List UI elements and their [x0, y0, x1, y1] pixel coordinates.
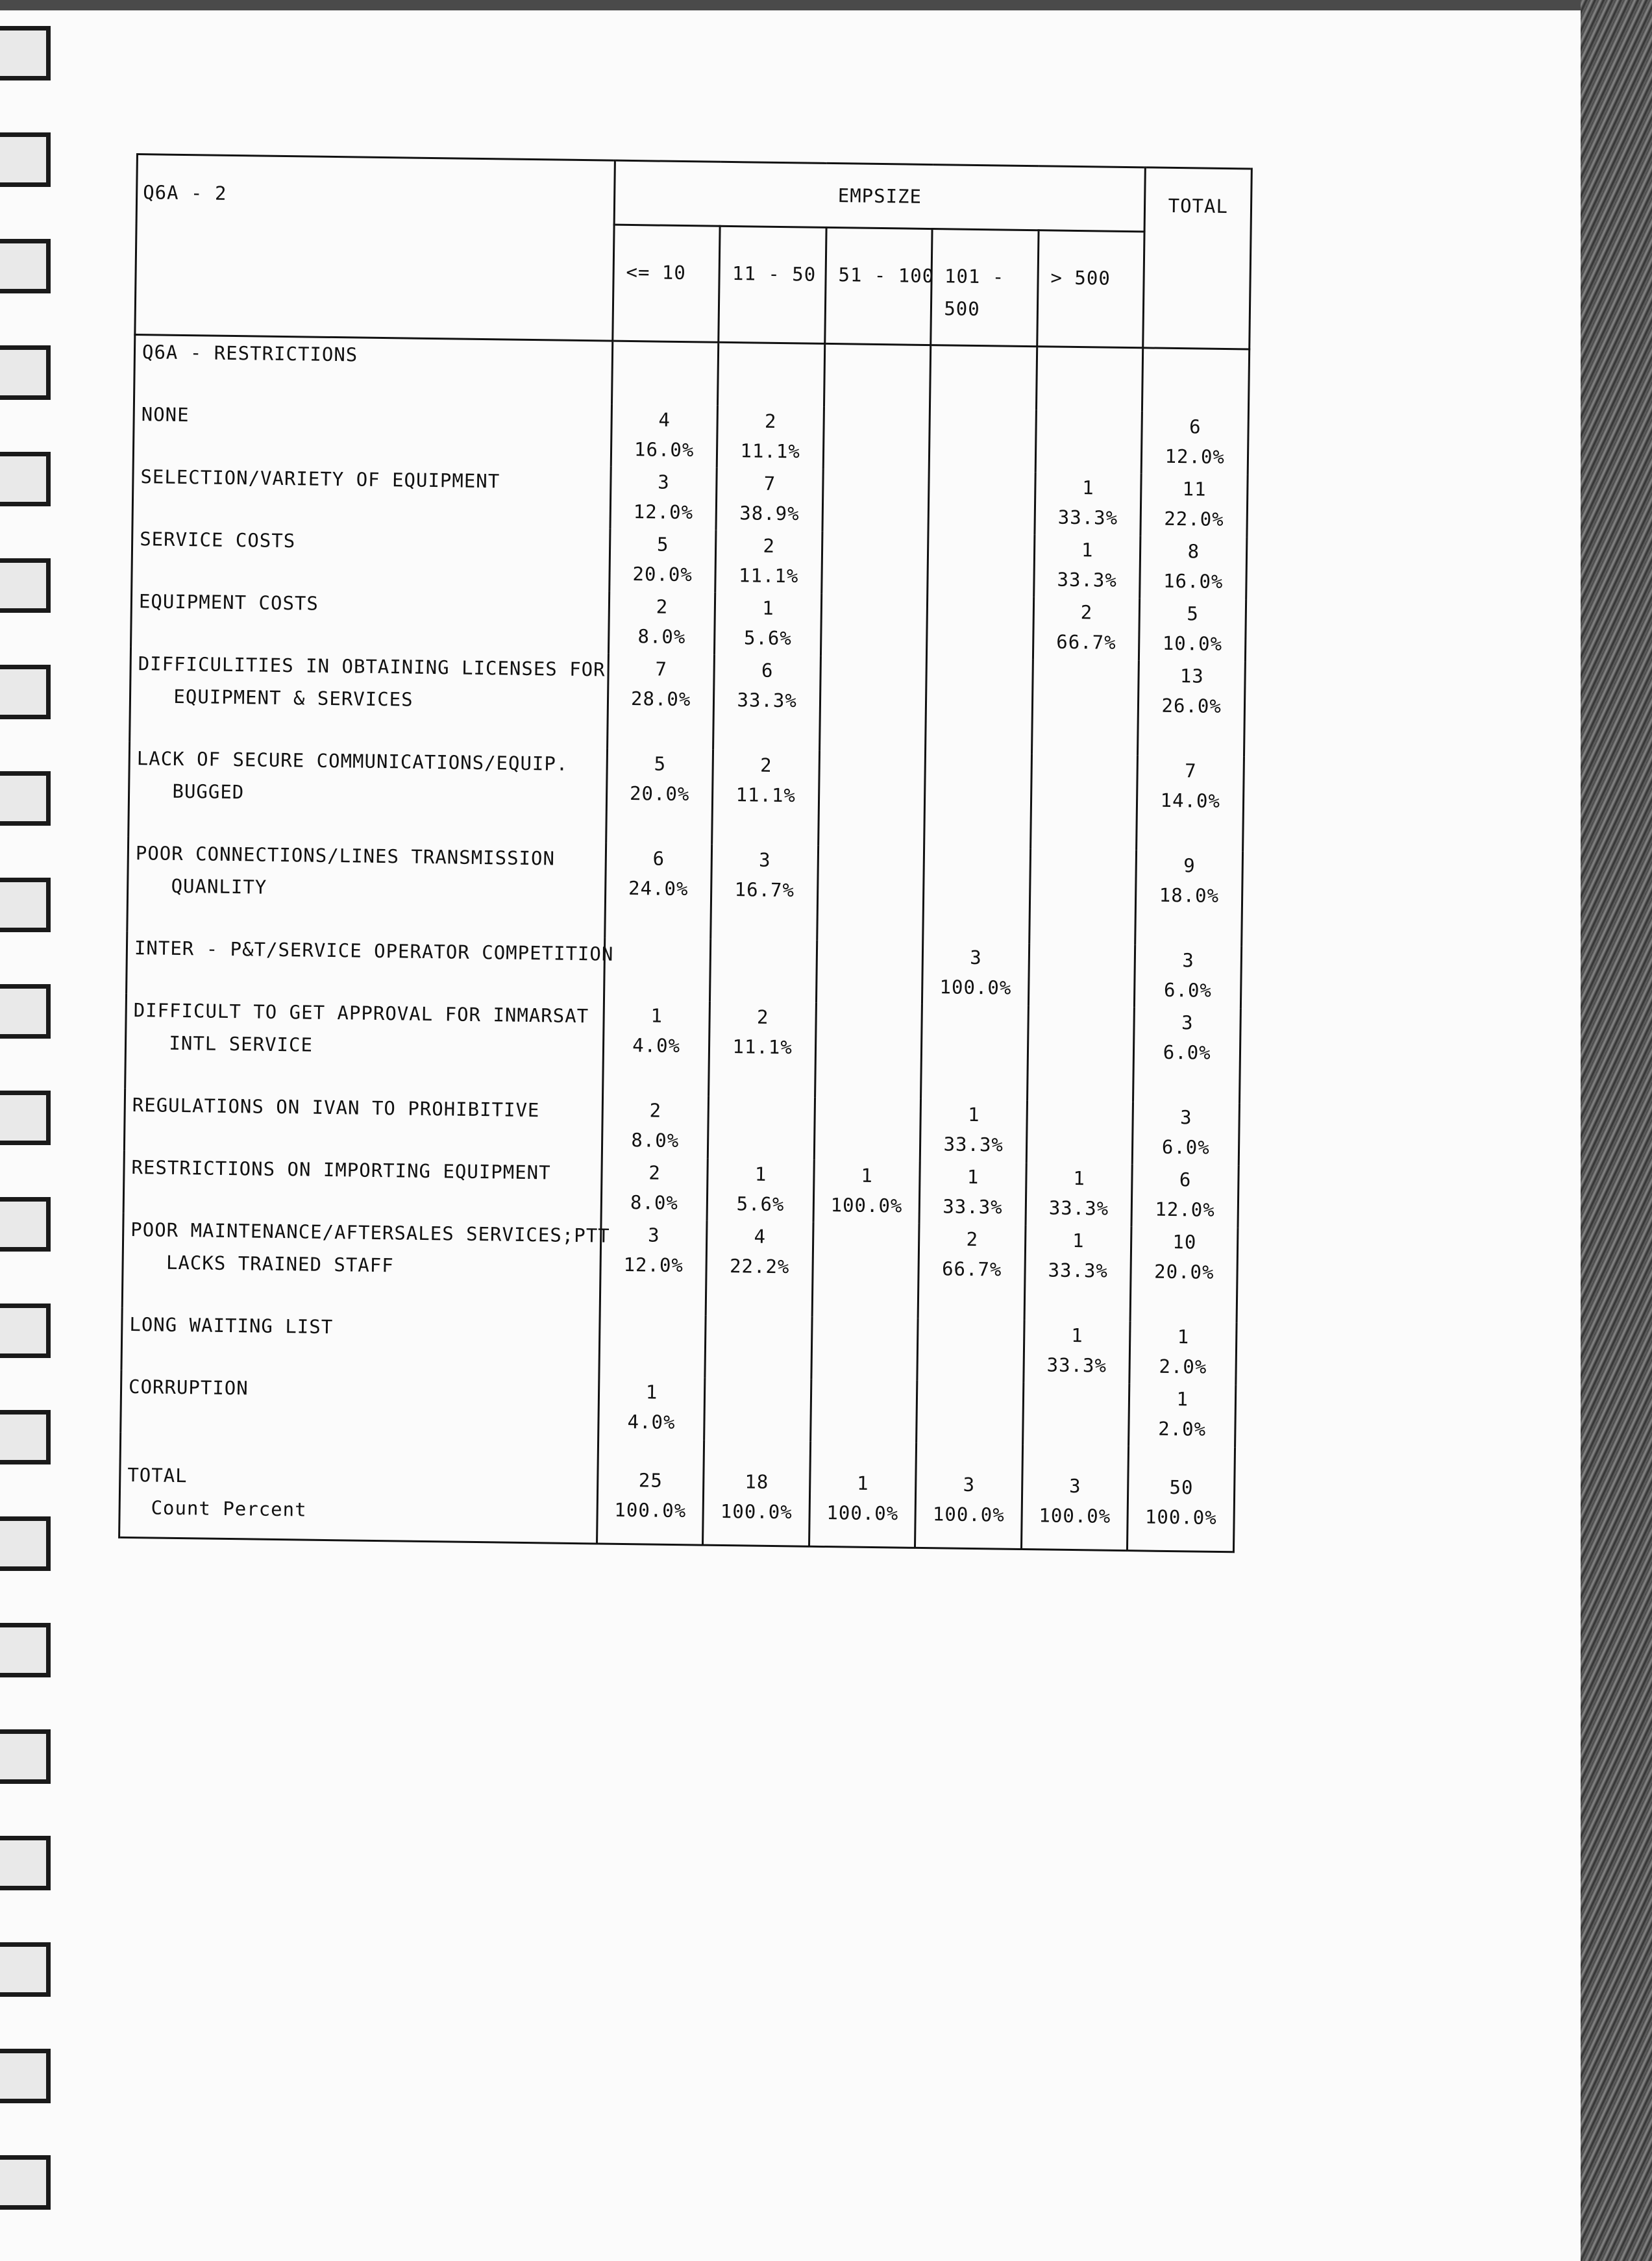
- data-cell: [716, 468, 823, 532]
- cell-percent: 100.0%: [939, 976, 1012, 999]
- cell-count: 8: [1187, 540, 1200, 563]
- data-cell: [1129, 1383, 1236, 1447]
- cell-percent: 6.0%: [1163, 1041, 1211, 1064]
- cell-percent: 33.3%: [1046, 1353, 1107, 1377]
- cell-percent: 11.1%: [738, 564, 799, 587]
- data-cell: [605, 843, 712, 939]
- data-cell: [715, 593, 822, 656]
- cell-percent: 10.0%: [1162, 632, 1223, 655]
- cell-count: 6: [1179, 1168, 1192, 1191]
- cell-count: [1029, 1006, 1133, 1037]
- cell-percent: 24.0%: [628, 877, 689, 900]
- column-header: 11 - 50: [719, 226, 826, 343]
- cell-count: [817, 1003, 921, 1034]
- data-cell: [1031, 659, 1139, 755]
- data-cell: [713, 655, 820, 751]
- cell-count: 1: [1177, 1326, 1190, 1348]
- cell-count: 1: [754, 1163, 767, 1185]
- cell-percent: 100.0%: [1039, 1504, 1111, 1527]
- cell-count: 6: [652, 847, 665, 870]
- row-label: POOR MAINTENANCE/AFTERSALES SERVICES;PTT LACKS TRAINED STAFF: [122, 1213, 601, 1315]
- spiral-ring: [0, 665, 51, 719]
- cell-percent: 22.0%: [1164, 507, 1224, 530]
- cell-count: [1031, 848, 1135, 880]
- spiral-ring: [0, 984, 51, 1039]
- data-cell: [705, 1316, 812, 1379]
- data-cell: [924, 752, 1031, 848]
- data-cell: [1021, 1444, 1129, 1551]
- cell-count: 3: [1181, 1011, 1194, 1034]
- data-cell: [717, 406, 824, 469]
- cell-count: 3: [758, 848, 771, 871]
- cell-count: 11: [1182, 478, 1207, 500]
- data-cell: [1138, 660, 1245, 756]
- row-label: DIFFICULITIES IN OBTAINING LICENSES FOR EQUIPMENT & SERVICES: [130, 647, 609, 748]
- cell-percent: 18.0%: [1159, 883, 1220, 907]
- column-header: 101 - 500: [931, 229, 1039, 347]
- cell-count: 1: [650, 1004, 663, 1027]
- cell-count: 13: [1179, 665, 1204, 687]
- spiral-ring: [0, 1410, 51, 1464]
- data-cell: [1029, 848, 1137, 945]
- data-cell: [818, 751, 925, 847]
- data-cell: [1033, 597, 1140, 660]
- spiral-ring: [0, 1091, 51, 1145]
- data-cell: [1035, 410, 1142, 473]
- cell-count: [605, 938, 709, 969]
- cell-count: [711, 939, 816, 970]
- data-cell: [1131, 1226, 1238, 1322]
- data-cell: [602, 1000, 709, 1096]
- cell-count: [815, 1098, 920, 1129]
- cell-percent: 2.0%: [1159, 1355, 1207, 1378]
- cell-count: 5: [654, 752, 667, 775]
- data-cell: [1027, 1006, 1134, 1102]
- cell-count: 2: [763, 534, 776, 557]
- data-cell: [607, 654, 714, 750]
- column-header: <= 10: [613, 225, 721, 342]
- cell-count: [813, 1317, 917, 1348]
- data-cell: [711, 845, 818, 941]
- data-cell: [926, 658, 1033, 754]
- cell-count: [926, 752, 1031, 784]
- empty-cell: [611, 341, 719, 406]
- data-cell: [915, 1443, 1023, 1550]
- data-cell: [811, 1317, 918, 1381]
- data-cell: [606, 748, 713, 845]
- cell-count: 1: [967, 1165, 980, 1189]
- spiral-ring: [0, 1303, 51, 1358]
- data-cell: [610, 467, 717, 530]
- cell-percent: 8.0%: [631, 1129, 680, 1152]
- cell-count: 1: [1176, 1388, 1189, 1411]
- cell-count: 1: [1081, 539, 1094, 562]
- empty-cell: [1036, 347, 1143, 412]
- cell-percent: 4.0%: [627, 1411, 676, 1434]
- spiral-ring: [0, 1623, 51, 1677]
- data-cell: [708, 1096, 815, 1160]
- cell-count: 7: [763, 472, 776, 495]
- data-cell: [1035, 472, 1142, 536]
- cell-count: 1: [1072, 1229, 1085, 1252]
- cell-count: [928, 595, 1033, 626]
- spiral-ring: [0, 452, 51, 506]
- table-row: [125, 994, 1241, 1103]
- cell-count: 18: [745, 1470, 769, 1493]
- cell-percent: 33.3%: [1057, 568, 1118, 591]
- data-cell: [601, 1157, 708, 1221]
- cell-percent: 38.9%: [739, 502, 800, 525]
- data-cell: [610, 529, 717, 593]
- cell-count: 1: [861, 1164, 874, 1187]
- data-cell: [822, 532, 929, 595]
- cell-percent: 4.0%: [632, 1034, 681, 1057]
- data-cell: [608, 591, 715, 655]
- cell-count: 1: [762, 597, 774, 619]
- data-cell: [599, 1314, 706, 1378]
- cell-count: [918, 1381, 1022, 1412]
- cell-percent: 8.0%: [637, 625, 686, 649]
- total-row-label: TOTAL Count Percent: [119, 1433, 598, 1544]
- cell-percent: 14.0%: [1160, 789, 1221, 812]
- cell-count: 9: [1183, 854, 1196, 877]
- cell-count: [817, 941, 922, 972]
- spiral-ring: [0, 558, 51, 613]
- cell-count: 2: [764, 410, 777, 432]
- cell-count: 5: [1187, 602, 1200, 625]
- data-cell: [1034, 534, 1141, 598]
- data-cell: [822, 469, 930, 533]
- section-label: Q6A - RESTRICTIONS: [134, 334, 613, 404]
- cell-percent: 33.3%: [943, 1195, 1003, 1218]
- spiral-ring: [0, 771, 51, 826]
- spiral-ring: [0, 1516, 51, 1571]
- data-cell: [1137, 755, 1244, 851]
- spiral-ring: [0, 132, 51, 187]
- cell-percent: 33.3%: [1057, 506, 1118, 529]
- cell-count: 10: [1172, 1231, 1197, 1254]
- data-cell: [1135, 945, 1242, 1008]
- table-row: [130, 647, 1246, 756]
- row-label: DIFFICULT TO GET APPROVAL FOR INMARSAT INTL SERVICE: [125, 994, 604, 1095]
- cell-percent: 100.0%: [614, 1498, 687, 1522]
- data-cell: [1028, 943, 1135, 1007]
- cell-count: 4: [754, 1225, 767, 1248]
- cell-count: 1: [1082, 476, 1094, 499]
- cell-percent: 11.1%: [732, 1035, 793, 1059]
- cell-percent: 22.2%: [729, 1255, 790, 1278]
- data-cell: [712, 750, 819, 846]
- spiral-ring: [0, 26, 51, 80]
- cell-percent: 26.0%: [1161, 694, 1222, 717]
- cell-count: [821, 656, 926, 687]
- cell-count: [706, 1316, 811, 1347]
- data-cell: [707, 1159, 814, 1222]
- data-cell: [927, 595, 1034, 659]
- cell-percent: 33.3%: [737, 689, 798, 712]
- cell-count: [925, 847, 1029, 878]
- cell-count: 6: [1189, 415, 1202, 438]
- cell-count: 2: [1080, 601, 1093, 624]
- cell-count: [600, 1315, 705, 1346]
- cell-count: 1: [645, 1381, 658, 1403]
- data-cell: [715, 530, 822, 594]
- cell-count: [930, 471, 1034, 502]
- data-cell: [1024, 1320, 1131, 1383]
- data-cell: [1131, 1164, 1239, 1228]
- cell-percent: 16.0%: [1163, 569, 1224, 593]
- data-cell: [1135, 850, 1242, 946]
- cell-percent: 12.0%: [1165, 445, 1226, 468]
- table-row: [122, 1213, 1238, 1322]
- cell-count: [1037, 410, 1141, 441]
- empty-cell: [718, 342, 825, 407]
- cell-percent: 100.0%: [830, 1194, 903, 1217]
- cell-percent: 6.0%: [1161, 1135, 1210, 1159]
- cell-count: 1: [1070, 1324, 1083, 1347]
- cell-count: 50: [1169, 1476, 1194, 1499]
- cell-count: 2: [756, 1006, 769, 1028]
- data-cell: [1022, 1382, 1129, 1446]
- data-cell: [823, 407, 930, 471]
- cell-percent: 11.1%: [735, 784, 796, 807]
- data-cell: [1129, 1321, 1237, 1385]
- spiral-ring: [0, 1942, 51, 1997]
- table-row: [129, 742, 1244, 851]
- cell-percent: 2.0%: [1157, 1417, 1207, 1440]
- data-cell: [1026, 1100, 1133, 1164]
- page-top-edge: [0, 0, 1652, 10]
- cell-percent: 20.0%: [1153, 1260, 1214, 1283]
- row-label: INTER - P&T/SERVICE OPERATOR COMPETITION: [127, 932, 605, 1000]
- data-cell: [815, 1003, 922, 1099]
- cell-count: [706, 1378, 810, 1409]
- data-cell: [920, 1099, 1028, 1163]
- data-cell: [703, 1440, 811, 1547]
- column-header: > 500: [1037, 230, 1145, 348]
- spiral-ring: [0, 1729, 51, 1784]
- cell-percent: 28.0%: [630, 687, 691, 711]
- data-cell: [704, 1378, 811, 1442]
- cell-count: 1: [967, 1103, 980, 1126]
- cell-count: [929, 533, 1033, 564]
- cell-count: [1033, 659, 1138, 690]
- page-right-edge: [1581, 0, 1652, 2261]
- cell-count: 1: [856, 1472, 869, 1494]
- cell-count: [1029, 943, 1134, 974]
- spiral-ring: [0, 345, 51, 400]
- cell-count: [928, 658, 1032, 689]
- data-cell: [1140, 536, 1247, 599]
- cell-count: [923, 1004, 1028, 1035]
- cell-count: [812, 1379, 917, 1411]
- cell-count: 3: [1179, 1106, 1192, 1129]
- data-cell: [813, 1160, 920, 1224]
- cell-count: [824, 469, 928, 500]
- cell-count: 2: [648, 1161, 661, 1184]
- cell-count: 2: [649, 1099, 662, 1122]
- data-cell: [812, 1222, 919, 1318]
- cell-count: 5: [656, 533, 669, 556]
- cell-percent: 16.7%: [734, 878, 795, 902]
- empty-cell: [824, 343, 931, 408]
- cell-count: 3: [963, 1473, 976, 1496]
- cell-count: [820, 751, 924, 782]
- crosstab-table: [118, 153, 1253, 1553]
- cell-count: 4: [658, 408, 671, 431]
- data-cell: [928, 471, 1035, 534]
- cell-percent: 66.7%: [941, 1257, 1002, 1281]
- cell-percent: 100.0%: [826, 1501, 899, 1525]
- data-cell: [928, 533, 1035, 597]
- cell-percent: 12.0%: [1155, 1198, 1215, 1221]
- data-cell: [1024, 1225, 1131, 1321]
- data-cell: [1128, 1446, 1235, 1552]
- cell-count: 6: [761, 659, 774, 682]
- cell-percent: 33.3%: [943, 1133, 1004, 1156]
- table-title: Q6A - 2: [135, 154, 615, 341]
- cell-count: 25: [638, 1469, 663, 1492]
- cell-percent: 16.0%: [634, 438, 695, 462]
- empty-cell: [930, 345, 1037, 410]
- cell-count: [823, 532, 928, 563]
- cell-percent: 6.0%: [1163, 978, 1213, 1002]
- cell-percent: 33.3%: [1048, 1259, 1109, 1282]
- row-label: POOR CONNECTIONS/LINES TRANSMISSION QUANLITY: [127, 837, 606, 938]
- data-cell: [921, 1004, 1028, 1100]
- spiral-ring: [0, 239, 51, 293]
- data-cell: [597, 1439, 704, 1545]
- row-label: EQUIPMENT COSTS: [131, 585, 610, 654]
- empty-cell: [1142, 348, 1250, 413]
- data-cell: [923, 847, 1030, 943]
- cell-count: 3: [970, 946, 982, 969]
- cell-count: 2: [966, 1228, 979, 1251]
- data-cell: [918, 1224, 1025, 1320]
- data-cell: [922, 942, 1029, 1006]
- data-cell: [817, 846, 924, 942]
- row-label: LONG WAITING LIST: [121, 1308, 600, 1377]
- cell-count: [918, 1318, 1023, 1350]
- cell-count: 1: [1073, 1167, 1086, 1190]
- data-cell: [600, 1220, 707, 1316]
- cell-percent: 5.6%: [743, 626, 793, 650]
- data-cell: [611, 404, 718, 468]
- cell-count: 3: [1182, 949, 1195, 972]
- data-cell: [1030, 754, 1137, 850]
- cell-count: [1024, 1382, 1129, 1413]
- cell-percent: 100.0%: [720, 1500, 793, 1524]
- cell-count: [819, 846, 923, 877]
- data-cell: [819, 656, 926, 752]
- cell-count: 3: [1068, 1474, 1081, 1498]
- cell-count: 3: [647, 1224, 660, 1246]
- cell-count: [822, 594, 926, 625]
- data-cell: [820, 594, 928, 658]
- row-label: CORRUPTION: [121, 1370, 599, 1439]
- data-cell: [1133, 1102, 1240, 1165]
- row-label: LACK OF SECURE COMMUNICATIONS/EQUIP. BUGGED: [129, 742, 608, 843]
- cell-count: 2: [656, 595, 669, 618]
- data-cell: [710, 939, 817, 1003]
- data-cell: [917, 1318, 1024, 1382]
- total-row: [119, 1433, 1235, 1552]
- spiral-ring: [0, 2155, 51, 2210]
- cell-count: [1028, 1100, 1132, 1131]
- spiral-ring: [0, 878, 51, 932]
- data-cell: [816, 941, 923, 1004]
- row-label: REGULATIONS ON IVAN TO PROHIBITIVE: [124, 1089, 602, 1157]
- data-cell: [706, 1221, 813, 1317]
- data-cell: [1139, 598, 1246, 661]
- row-label: SERVICE COSTS: [132, 523, 610, 591]
- spiral-ring: [0, 1836, 51, 1890]
- cell-percent: 20.0%: [632, 563, 693, 586]
- cell-percent: 100.0%: [932, 1503, 1005, 1526]
- row-label: NONE: [133, 398, 611, 467]
- data-cell: [1142, 411, 1249, 475]
- data-cell: [1140, 473, 1248, 537]
- column-header: 51 - 100: [825, 227, 933, 345]
- data-cell: [919, 1161, 1026, 1225]
- cell-percent: 12.0%: [623, 1253, 684, 1277]
- cell-count: 3: [658, 471, 670, 493]
- spiral-ring: [0, 2049, 51, 2103]
- cell-percent: 5.6%: [736, 1192, 785, 1216]
- spiral-ring: [0, 1197, 51, 1252]
- cell-count: [814, 1222, 918, 1254]
- cell-count: 7: [655, 658, 668, 680]
- total-header: TOTAL: [1143, 167, 1251, 349]
- spiral-binding: [0, 0, 71, 2261]
- data-cell: [1026, 1163, 1133, 1226]
- data-cell: [598, 1376, 705, 1440]
- data-cell: [814, 1098, 921, 1161]
- cell-count: [824, 407, 929, 438]
- cell-count: 2: [759, 754, 772, 776]
- group-header: EMPSIZE: [614, 160, 1146, 232]
- row-label: RESTRICTIONS ON IMPORTING EQUIPMENT: [123, 1151, 602, 1220]
- data-cell: [604, 938, 711, 1002]
- cell-count: [931, 408, 1035, 439]
- cell-count: [1032, 754, 1137, 785]
- data-cell: [917, 1381, 1024, 1444]
- cell-count: [709, 1096, 814, 1128]
- cell-percent: 33.3%: [1048, 1196, 1109, 1220]
- cell-count: 7: [1184, 760, 1197, 782]
- cell-percent: 66.7%: [1056, 630, 1116, 654]
- data-cell: [602, 1095, 709, 1159]
- data-cell: [810, 1379, 917, 1443]
- data-cell: [1133, 1007, 1240, 1103]
- cell-percent: 20.0%: [629, 782, 690, 806]
- row-label: SELECTION/VARIETY OF EQUIPMENT: [132, 460, 611, 529]
- cell-percent: 100.0%: [1144, 1505, 1217, 1529]
- data-cell: [809, 1442, 917, 1548]
- cell-percent: 11.1%: [740, 439, 801, 463]
- cell-percent: 8.0%: [630, 1191, 679, 1215]
- data-cell: [709, 1002, 816, 1098]
- cell-percent: 12.0%: [633, 500, 694, 524]
- data-cell: [930, 408, 1037, 472]
- table-row: [127, 837, 1243, 946]
